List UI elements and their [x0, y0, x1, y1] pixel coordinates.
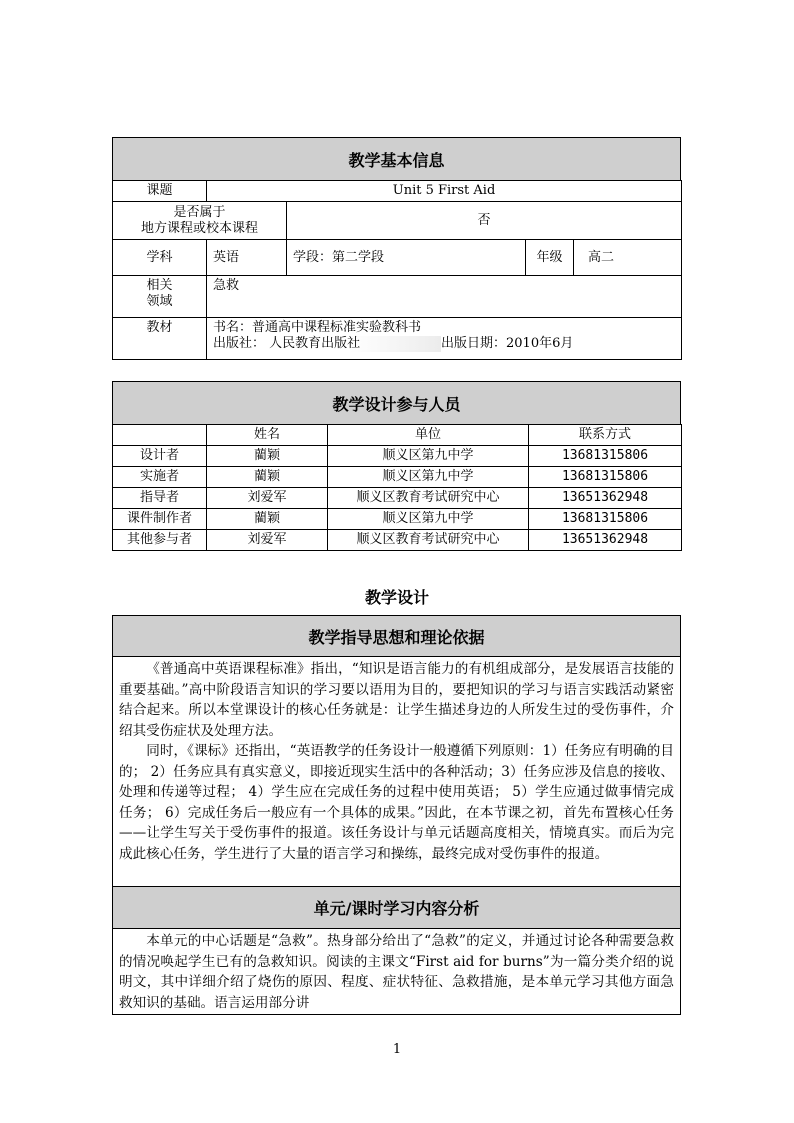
textbook-name: 书名：普通高中课程标准实验教科书 [213, 320, 422, 335]
contact: 13681315806 [529, 446, 682, 467]
subject-label: 学科 [113, 240, 207, 276]
guiding-header: 教学指导思想和理论依据 [112, 615, 681, 657]
unit: 顺义区教育考试研究中心 [328, 488, 529, 509]
person-name: 刘爱军 [207, 488, 328, 509]
field-value: 急救 [207, 276, 682, 318]
publish-line [213, 336, 591, 352]
person-name: 藺颖 [207, 467, 328, 488]
contact: 13651362948 [529, 530, 682, 551]
basic-info-table [112, 137, 681, 360]
participants-column-headers [113, 425, 682, 446]
contact: 13681315806 [529, 467, 682, 488]
table-row [113, 488, 682, 509]
table-row [113, 446, 682, 467]
basic-info-header: 教学基本信息 [112, 137, 681, 181]
contact: 13651362948 [529, 488, 682, 509]
textbook-label: 教材 [113, 318, 207, 360]
topic-label: 课题 [113, 181, 207, 202]
unit: 顺义区第九中学 [328, 446, 529, 467]
role: 其他参与者 [113, 530, 207, 551]
role: 实施者 [113, 467, 207, 488]
analysis-header: 单元/课时学习内容分析 [112, 887, 681, 929]
table-row [113, 509, 682, 530]
grade-value: 高二 [574, 240, 682, 276]
role: 课件制作者 [113, 509, 207, 530]
column-header-contact: 联系方式 [529, 425, 682, 446]
role: 设计者 [113, 446, 207, 467]
unit: 顺义区教育考试研究中心 [328, 530, 529, 551]
unit: 顺义区第九中学 [328, 509, 529, 530]
unit: 顺义区第九中学 [328, 467, 529, 488]
table-row [113, 530, 682, 551]
local-course-value: 否 [287, 202, 682, 240]
local-course-label-line1: 是否属于 [173, 204, 226, 220]
table-row [113, 467, 682, 488]
participants-table [112, 381, 681, 551]
contact: 13681315806 [529, 509, 682, 530]
guiding-paragraph-1: 《普通高中英语课程标准》指出，“知识是语言能力的有机组成部分，是发展语言技能的重要基础。”高中阶段语言知识的学习要以语用为目的，要把知识的学习与语言实践活动紧密结合起来。所以本堂课设计的核心任务就是：让学生描述身边的人所发生过的受伤事件，介绍其受伤症状及处理方法。 [119, 661, 674, 739]
person-name: 刘爱军 [207, 530, 328, 551]
field-label-line1: 相关 [146, 278, 173, 293]
design-section-title: 教学设计 [364, 588, 429, 607]
column-header-name: 姓名 [207, 425, 328, 446]
topic-value: Unit 5 First Aid [207, 181, 682, 202]
publisher: 出版社： 人民教育出版社 [213, 336, 441, 352]
guiding-content [112, 657, 681, 887]
design-table [112, 615, 681, 1015]
field-label [113, 276, 207, 318]
person-name: 藺颖 [207, 446, 328, 467]
analysis-paragraph-1: 本单元的中心话题是“急救”。热身部分给出了“急救”的定义，并通过讨论各种需要急救的情况唤起学生已有的急救知识。阅读的主课文“First aid for burns”为一篇分类介绍的说明文，其中详细介绍了烧伤的原因、程度、症状特征、急救措施，是本单元学习其他方面急救知识的基础。语言运用部分讲 [119, 933, 674, 1011]
publish-date: 出版日期：2010年6月 [441, 336, 574, 351]
local-course-label-line2: 地方课程或校本课程 [140, 220, 258, 236]
participants-header: 教学设计参与人员 [112, 381, 681, 425]
subject-value: 英语 [207, 240, 287, 276]
role: 指导者 [113, 488, 207, 509]
grade-label: 年级 [526, 240, 574, 276]
local-course-label [113, 202, 287, 240]
page-number: 1 [392, 1042, 402, 1057]
stage-value: 学段：第二学段 [287, 240, 526, 276]
column-header-unit: 单位 [328, 425, 529, 446]
column-header-role [113, 425, 207, 446]
guiding-paragraph-2: 同时，《课标》还指出，“英语教学的任务设计一般遵循下列原则：1）任务应有明确的目的； 2）任务应具有真实意义，即接近现实生活中的各种活动；3）任务应涉及信息的接收、处理和传递等过程； 4）学生应在完成任务的过程中使用英语； 5）学生应通过做事情完成任务； 6）完成任务后一般应有一个具体的成果。”因此，在本节课之初，首先布置核心任务——让学生写关于受伤事件的报道。该任务设计与单元话题高度相关，情境真实。而后为完成此核心任务，学生进行了大量的语言学习和操练，最终完成对受伤事件的报道。 [119, 743, 674, 862]
textbook-info [207, 318, 682, 360]
analysis-content [112, 929, 681, 1015]
field-label-line2: 领域 [146, 294, 173, 309]
person-name: 藺颖 [207, 509, 328, 530]
